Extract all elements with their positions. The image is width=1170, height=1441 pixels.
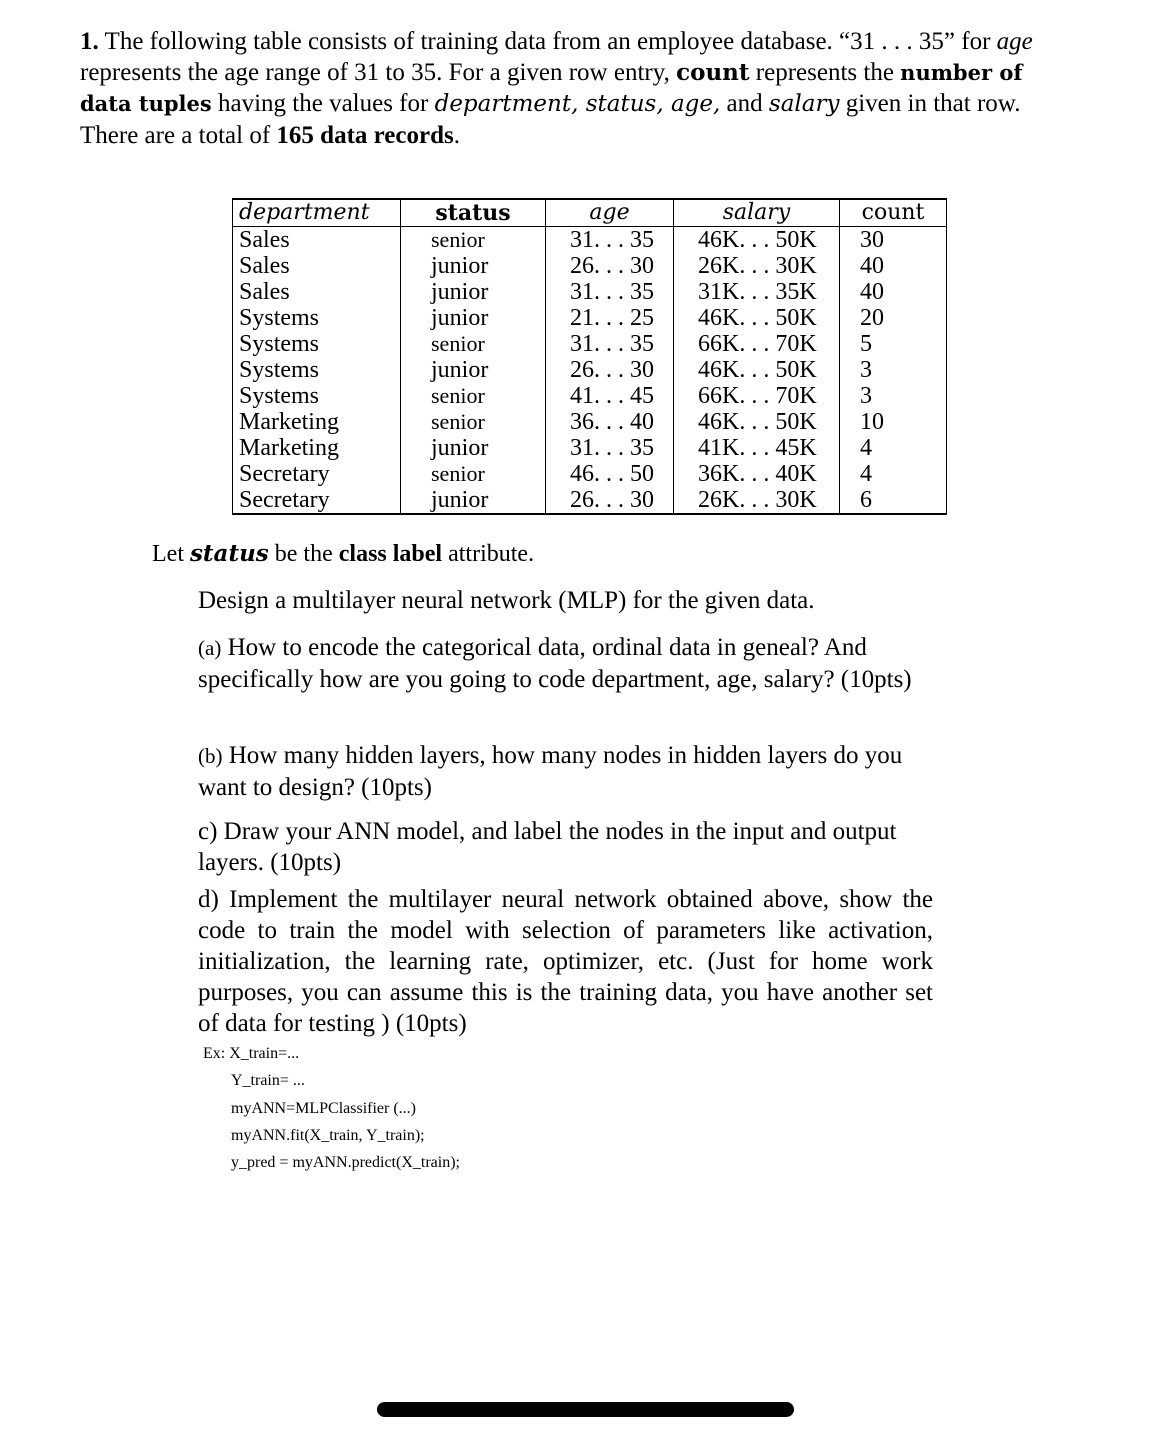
table-row: [233, 357, 947, 383]
intro-age-word: age: [996, 28, 1033, 55]
cell-age: 36. . . 40: [546, 409, 674, 435]
header-salary: salary: [674, 199, 840, 227]
cell-count: 4: [840, 435, 947, 461]
cell-status: junior: [401, 279, 546, 305]
table-row: [233, 461, 947, 487]
intro-text-4: having the values for: [211, 90, 435, 117]
table-row: [233, 331, 947, 357]
cell-salary: 31K. . . 35K: [674, 279, 840, 305]
cell-age: 41. . . 45: [546, 383, 674, 409]
cell-count: 40: [840, 253, 947, 279]
cell-count: 6: [840, 487, 947, 514]
cell-count: 5: [840, 331, 947, 357]
intro-total-records: 165 data records: [276, 122, 454, 149]
cell-salary: 41K. . . 45K: [674, 435, 840, 461]
cell-salary: 66K. . . 70K: [674, 383, 840, 409]
cell-status: senior: [401, 383, 546, 409]
question-intro: [80, 26, 1080, 151]
cell-department: Systems: [233, 305, 401, 331]
cell-status: junior: [401, 487, 546, 514]
question-b: [198, 740, 933, 803]
cell-salary: 46K. . . 50K: [674, 305, 840, 331]
cell-department: Sales: [233, 253, 401, 279]
intro-text-3: represents the: [749, 59, 901, 86]
let-text-1: Let: [152, 541, 190, 567]
cell-count: 3: [840, 357, 947, 383]
cell-salary: 46K. . . 50K: [674, 357, 840, 383]
cell-salary: 66K. . . 70K: [674, 331, 840, 357]
cell-status: senior: [401, 227, 546, 254]
cell-age: 26. . . 30: [546, 253, 674, 279]
home-indicator-bar[interactable]: [377, 1402, 794, 1417]
intro-text-7: .: [453, 122, 460, 149]
cell-salary: 36K. . . 40K: [674, 461, 840, 487]
intro-text-5: and: [720, 90, 769, 117]
cell-count: 40: [840, 279, 947, 305]
table-row: [233, 253, 947, 279]
intro-text-6: given in that row. There are a total of: [80, 90, 1021, 149]
cell-status: junior: [401, 435, 546, 461]
let-class-label: class label: [338, 541, 443, 567]
code-line-2: Y_train= ...: [231, 1072, 305, 1089]
cell-status: junior: [401, 357, 546, 383]
let-text-2: be the: [268, 541, 339, 567]
question-a: [198, 632, 933, 695]
cell-status: senior: [401, 461, 546, 487]
cell-count: 10: [840, 409, 947, 435]
cell-age: 31. . . 35: [546, 435, 674, 461]
design-instruction: Design a multilayer neural network (MLP) for the given data.: [198, 587, 815, 614]
table-row: [233, 279, 947, 305]
cell-salary: 26K. . . 30K: [674, 487, 840, 514]
cell-department: Secretary: [233, 487, 401, 514]
question-d: d) Implement the multilayer neural network obtained above, show the code to train the model with selection of parameters like activation, initialization, the learning rate, optimizer, etc. (Just for home work purposes, you can assume this is the training data, you have another set of data for testing ) (10pts): [198, 886, 933, 1037]
header-department: department: [233, 199, 401, 227]
cell-age: 31. . . 35: [546, 227, 674, 254]
cell-status: senior: [401, 409, 546, 435]
intro-number-of-tuples: number of data tuples: [80, 60, 1023, 116]
cell-count: 4: [840, 461, 947, 487]
table-row: [233, 227, 947, 254]
cell-status: junior: [401, 305, 546, 331]
code-line-3: myANN=MLPClassifier (...): [231, 1100, 417, 1117]
cell-department: Systems: [233, 357, 401, 383]
cell-status: senior: [401, 331, 546, 357]
cell-age: 31. . . 35: [546, 279, 674, 305]
cell-salary: 46K. . . 50K: [674, 409, 840, 435]
cell-age: 31. . . 35: [546, 331, 674, 357]
intro-text-1: The following table consists of training data from an employee database. “31 . . . 35” for: [98, 28, 997, 55]
question-a-label: (a): [198, 636, 222, 660]
let-status-word: status: [189, 540, 269, 567]
header-count: count: [840, 199, 947, 227]
cell-department: Systems: [233, 383, 401, 409]
cell-salary: 26K. . . 30K: [674, 253, 840, 279]
cell-count: 30: [840, 227, 947, 254]
cell-age: 26. . . 30: [546, 357, 674, 383]
question-c: c) Draw your ANN model, and label the nodes in the input and output layers. (10pts): [198, 818, 897, 876]
header-age: age: [546, 199, 674, 227]
table-row: [233, 409, 947, 435]
question-b-label: (b): [198, 744, 223, 768]
cell-department: Sales: [233, 227, 401, 254]
intro-salary-word: salary: [768, 91, 840, 117]
question-number: 1.: [80, 28, 99, 55]
table-row: [233, 383, 947, 409]
cell-age: 26. . . 30: [546, 487, 674, 514]
code-line-4: myANN.fit(X_train, Y_train);: [231, 1127, 425, 1144]
cell-count: 20: [840, 305, 947, 331]
intro-text-2: represents the age range of 31 to 35. For a given row entry,: [80, 59, 677, 86]
let-text-3: attribute.: [442, 541, 535, 567]
cell-department: Marketing: [233, 409, 401, 435]
class-label-statement: [152, 540, 534, 568]
cell-department: Sales: [233, 279, 401, 305]
training-data-table: [232, 198, 947, 515]
cell-salary: 46K. . . 50K: [674, 227, 840, 254]
header-status: status: [401, 199, 546, 227]
question-b-text: How many hidden layers, how many nodes in hidden layers do you want to design? (10pts): [198, 742, 903, 801]
cell-age: 46. . . 50: [546, 461, 674, 487]
code-line-5: y_pred = myANN.predict(X_train);: [231, 1154, 460, 1171]
question-a-text: How to encode the categorical data, ordinal data in geneal? And specifically how are you going to code department, age, salary? (10pts): [198, 634, 912, 693]
table-header-row: [233, 199, 947, 227]
cell-department: Systems: [233, 331, 401, 357]
cell-department: Marketing: [233, 435, 401, 461]
cell-department: Secretary: [233, 461, 401, 487]
table-row: [233, 487, 947, 514]
table-row: [233, 435, 947, 461]
intro-attributes: department, status, age,: [434, 91, 721, 117]
cell-status: junior: [401, 253, 546, 279]
cell-count: 3: [840, 383, 947, 409]
table-row: [233, 305, 947, 331]
cell-age: 21. . . 25: [546, 305, 674, 331]
intro-count-word: count: [676, 59, 750, 86]
code-line-1: Ex: X_train=...: [203, 1045, 300, 1062]
